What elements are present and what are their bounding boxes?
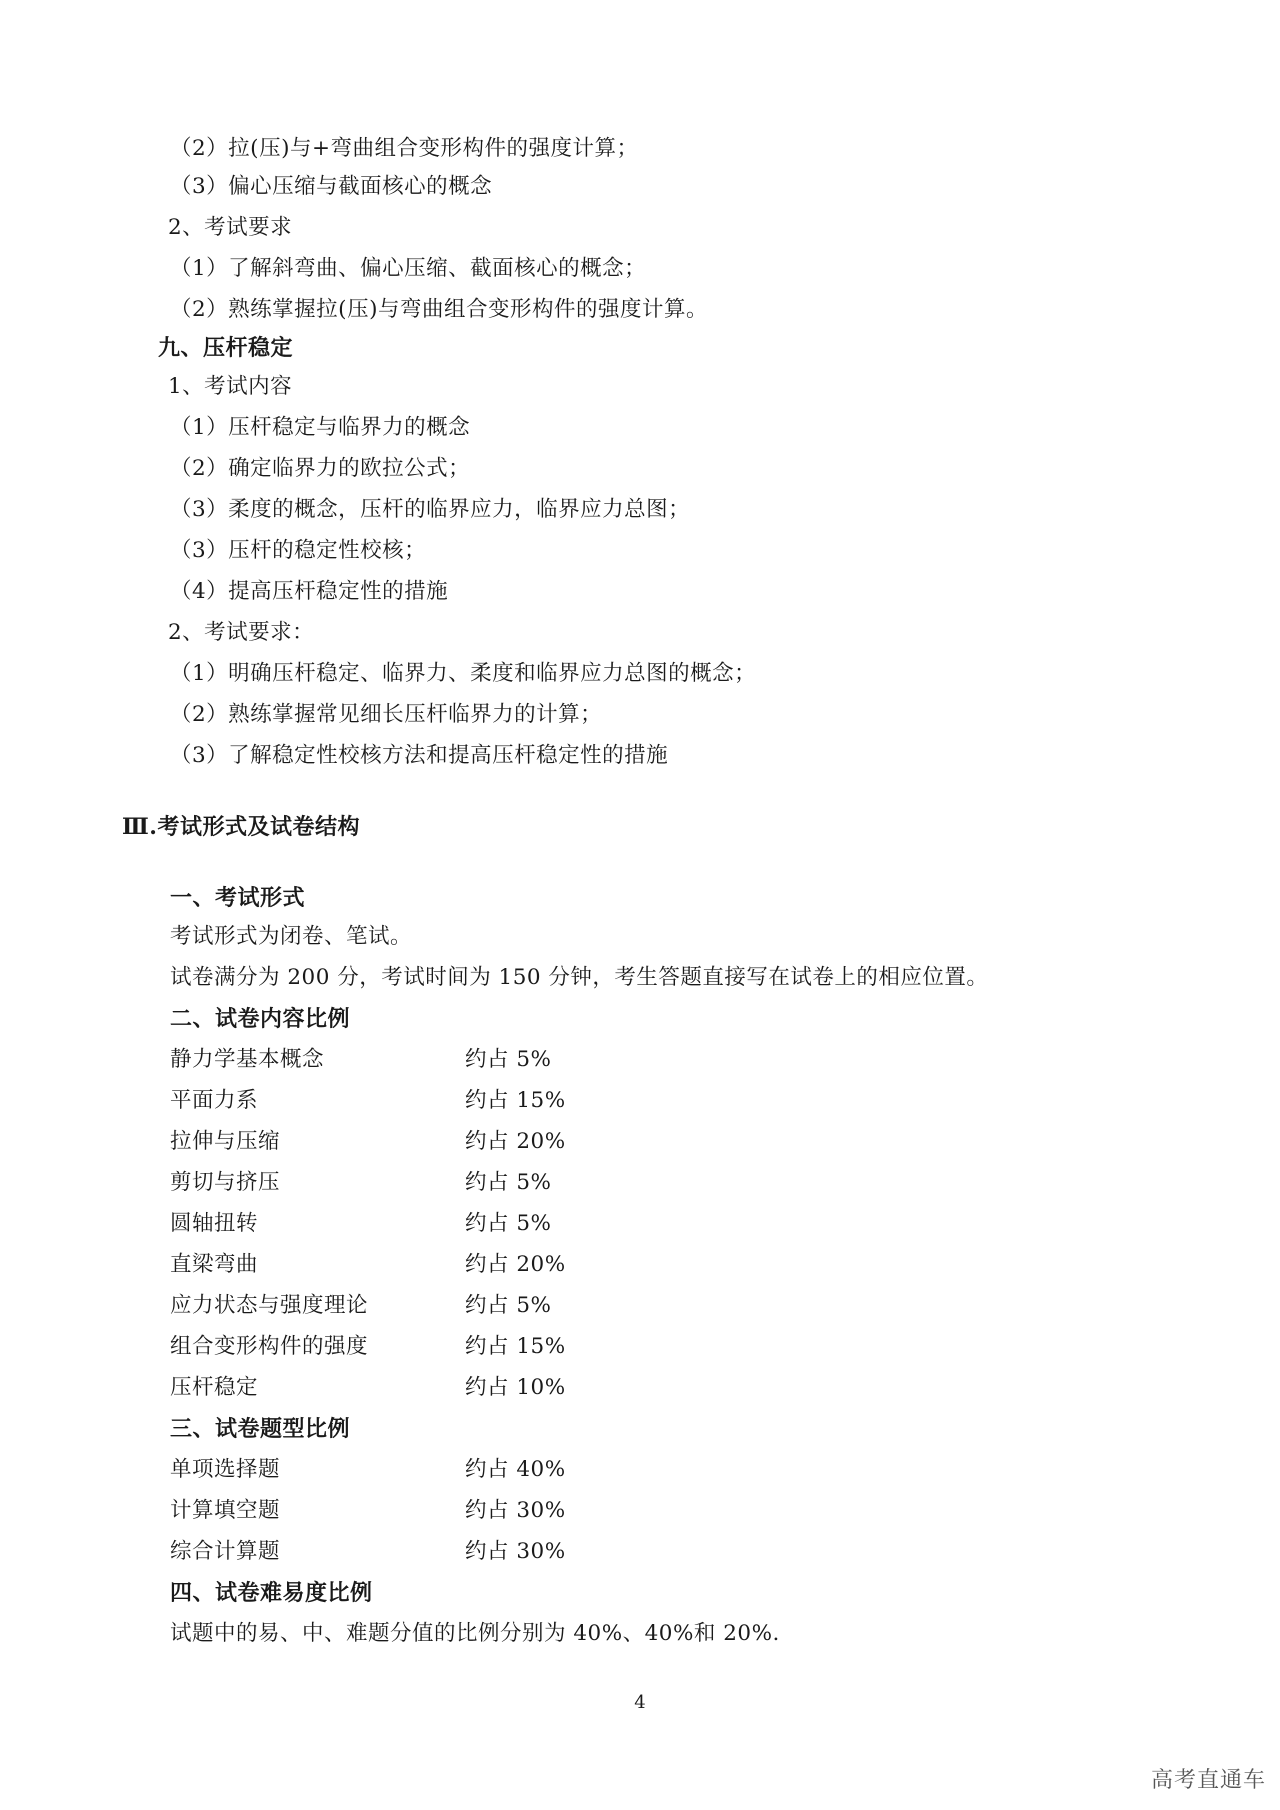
s9-req: （3）了解稳定性校核方法和提高压杆稳定性的措施	[170, 743, 669, 768]
type-row-pct: 约占 30%	[465, 1539, 566, 1564]
s8-item-2: （2）拉(压)与+弯曲组合变形构件的强度计算；	[170, 136, 639, 161]
content-row-pct: 约占 5%	[465, 1170, 552, 1195]
content-row-pct: 约占 15%	[465, 1088, 566, 1113]
content-row-pct: 约占 20%	[465, 1129, 566, 1154]
section9-title: 九、压杆稳定	[158, 335, 294, 361]
watermark-text: 高考直通车	[1150, 1768, 1266, 1793]
type-row-pct: 约占 40%	[465, 1457, 566, 1482]
content-ratio-title: 二、试卷内容比例	[170, 1006, 351, 1032]
s9-item: （3）压杆的稳定性校核；	[170, 538, 427, 563]
form-line-2: 试卷满分为 200 分，考试时间为 150 分钟，考生答题直接写在试卷上的相应位置。	[170, 965, 989, 990]
s8-req-1: （1）了解斜弯曲、偏心压缩、截面核心的概念；	[170, 256, 647, 281]
content-row-name: 压杆稳定	[170, 1375, 259, 1400]
s9-item: （2）确定临界力的欧拉公式；	[170, 456, 471, 481]
content-row-name: 应力状态与强度理论	[170, 1293, 369, 1318]
content-row-name: 剪切与挤压	[170, 1170, 281, 1195]
content-row-name: 静力学基本概念	[170, 1047, 325, 1072]
content-row-pct: 约占 5%	[465, 1211, 552, 1236]
difficulty-line: 试题中的易、中、难题分值的比例分别为 40%、40%和 20%.	[170, 1621, 780, 1646]
s8-req-2: （2）熟练掌握拉(压)与弯曲组合变形构件的强度计算。	[170, 297, 708, 322]
content-row-pct: 约占 20%	[465, 1252, 566, 1277]
s8-req-heading: 2、考试要求	[168, 215, 293, 240]
content-row-name: 拉伸与压缩	[170, 1129, 281, 1154]
s9-content-heading: 1、考试内容	[168, 374, 293, 399]
s9-item: （4）提高压杆稳定性的措施	[170, 579, 449, 604]
s9-req-heading: 2、考试要求：	[168, 620, 315, 645]
question-type-title: 三、试卷题型比例	[170, 1416, 351, 1442]
difficulty-title: 四、试卷难易度比例	[170, 1580, 373, 1606]
content-row-name: 平面力系	[170, 1088, 259, 1113]
content-row-name: 直梁弯曲	[170, 1252, 259, 1277]
form-line-1: 考试形式为闭卷、笔试。	[170, 924, 413, 949]
content-row-pct: 约占 15%	[465, 1334, 566, 1359]
s9-item: （3）柔度的概念，压杆的临界应力，临界应力总图；	[170, 497, 691, 522]
part3-title: Ⅲ.考试形式及试卷结构	[122, 814, 360, 840]
content-row-pct: 约占 10%	[465, 1375, 566, 1400]
s8-item-3: （3）偏心压缩与截面核心的概念	[170, 174, 493, 199]
content-row-pct: 约占 5%	[465, 1293, 552, 1318]
type-row-pct: 约占 30%	[465, 1498, 566, 1523]
type-row-name: 计算填空题	[170, 1498, 281, 1523]
type-row-name: 单项选择题	[170, 1457, 281, 1482]
content-row-name: 圆轴扭转	[170, 1211, 259, 1236]
content-row-pct: 约占 5%	[465, 1047, 552, 1072]
content-row-name: 组合变形构件的强度	[170, 1334, 369, 1359]
form-title: 一、考试形式	[170, 885, 306, 911]
s9-req: （2）熟练掌握常见细长压杆临界力的计算；	[170, 702, 603, 727]
s9-item: （1）压杆稳定与临界力的概念	[170, 415, 471, 440]
s9-req: （1）明确压杆稳定、临界力、柔度和临界应力总图的概念；	[170, 661, 757, 686]
type-row-name: 综合计算题	[170, 1539, 281, 1564]
page-number: 4	[634, 1692, 646, 1713]
